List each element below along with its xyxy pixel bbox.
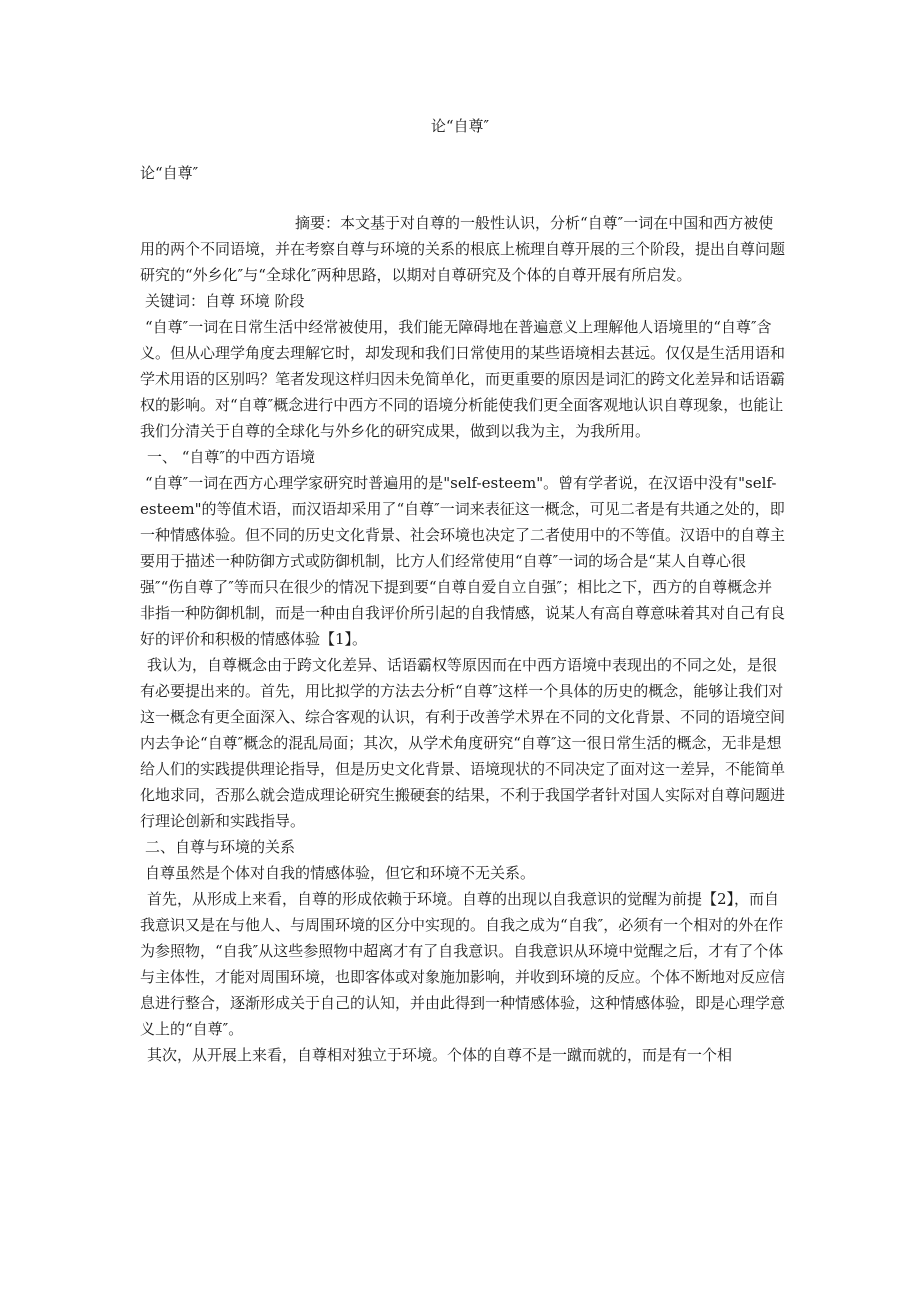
body-paragraph: 首先，从形成上来看，自尊的形成依赖于环境。自尊的出现以自我意识的觉醒为前提【2】，而自我意识又是在与他人、与周围环境的区分中实现的。自我之成为“自我″，必须有一个相对的外在作为参照物，“自我″从这些参照物中超离才有了自我意识。自我意识从环境中觉醒之后，才有了个体与主体性，才能对周围环境，也即客体或对象施加影响，并收到环境的反应。个体不断地对反应信息进行整合，逐渐形成关于自己的认知，并由此得到一种情感体验，这种情感体验，即是心理学意义上的“自尊″。 xyxy=(140,890,786,1038)
keywords-line: 关键词：自尊 环境 阶段 xyxy=(145,292,305,310)
section-heading: 二、自尊与环境的关系 xyxy=(145,838,296,856)
body-paragraph: 其次，从开展上来看，自尊相对独立于环境。个体的自尊不是一蹴而就的，而是有一个相 xyxy=(147,1046,733,1064)
document-subtitle: 论“自尊″ xyxy=(140,164,199,182)
section-heading: 一、 “自尊″的中西方语境 xyxy=(147,448,316,466)
document-title: 论“自尊″ xyxy=(430,117,490,135)
document-body xyxy=(140,160,785,1068)
body-paragraph: 自尊虽然是个体对自我的情感体验，但它和环境不无关系。 xyxy=(145,864,536,882)
body-paragraph: 我认为，自尊概念由于跨文化差异、话语霸权等原因而在中西方语境中表现出的不同之处，是很有必要提出来的。首先，用比拟学的方法去分析“自尊″这样一个具体的历史的概念，能够让我们对这一概念有更全面深入、综合客观的认识，有利于改善学术界在不同的文化背景、不同的语境空间内去争论“自尊″概念的混乱局面；其次，从学术角度研究“自尊″这一很日常生活的概念，无非是想给人们的实践提供理论指导，但是历史文化背景、语境现状的不同决定了面对这一差异，不能简单化地求同，否那么就会造成理论研究生搬硬套的结果，不利于我国学者针对国人实际对自尊问题进行理论创新和实践指导。 xyxy=(140,656,786,830)
body-paragraph: “自尊″一词在日常生活中经常被使用，我们能无障碍地在普遍意义上理解他人语境里的“自尊″含义。但从心理学角度去理解它时，却发现和我们日常使用的某些语境相去甚远。仅仅是生活用语和学术用语的区别吗？笔者发现这样归因未免简单化，而更重要的原因是词汇的跨文化差异和话语霸权的影响。对“自尊″概念进行中西方不同的语境分析能使我们更全面客观地认识自尊现象，也能让我们分清关于自尊的全球化与外乡化的研究成果，做到以我为主，为我所用。 xyxy=(140,318,786,440)
body-paragraph: “自尊″一词在西方心理学家研究时普遍用的是"self-esteem"。曾有学者说，在汉语中没有"self-esteem"的等值术语，而汉语却采用了“自尊″一词来表征这一概念，可见二者是有共通之处的，即一种情感体验。但不同的历史文化背景、社会环境也决定了二者使用中的不等值。汉语中的自尊主要用于描述一种防御方式或防御机制，比方人们经常使用“自尊″一词的场合是“某人自尊心很强″“伤自尊了″等而只在很少的情况下提到要“自尊自爱自立自强″；相比之下，西方的自尊概念并非指一种防御机制，而是一种由自我评价所引起的自我情感，说某人有高自尊意味着其对自己有良好的评价和积极的情感体验【1】。 xyxy=(140,474,786,648)
abstract-paragraph: 摘要：本文基于对自尊的一般性认识，分析“自尊″一词在中国和西方被使用的两个不同语境，并在考察自尊与环境的关系的根底上梳理自尊开展的三个阶段，提出自尊问题研究的“外乡化″与“全球化″两种思路，以期对自尊研究及个体的自尊开展有所启发。 xyxy=(140,214,786,284)
